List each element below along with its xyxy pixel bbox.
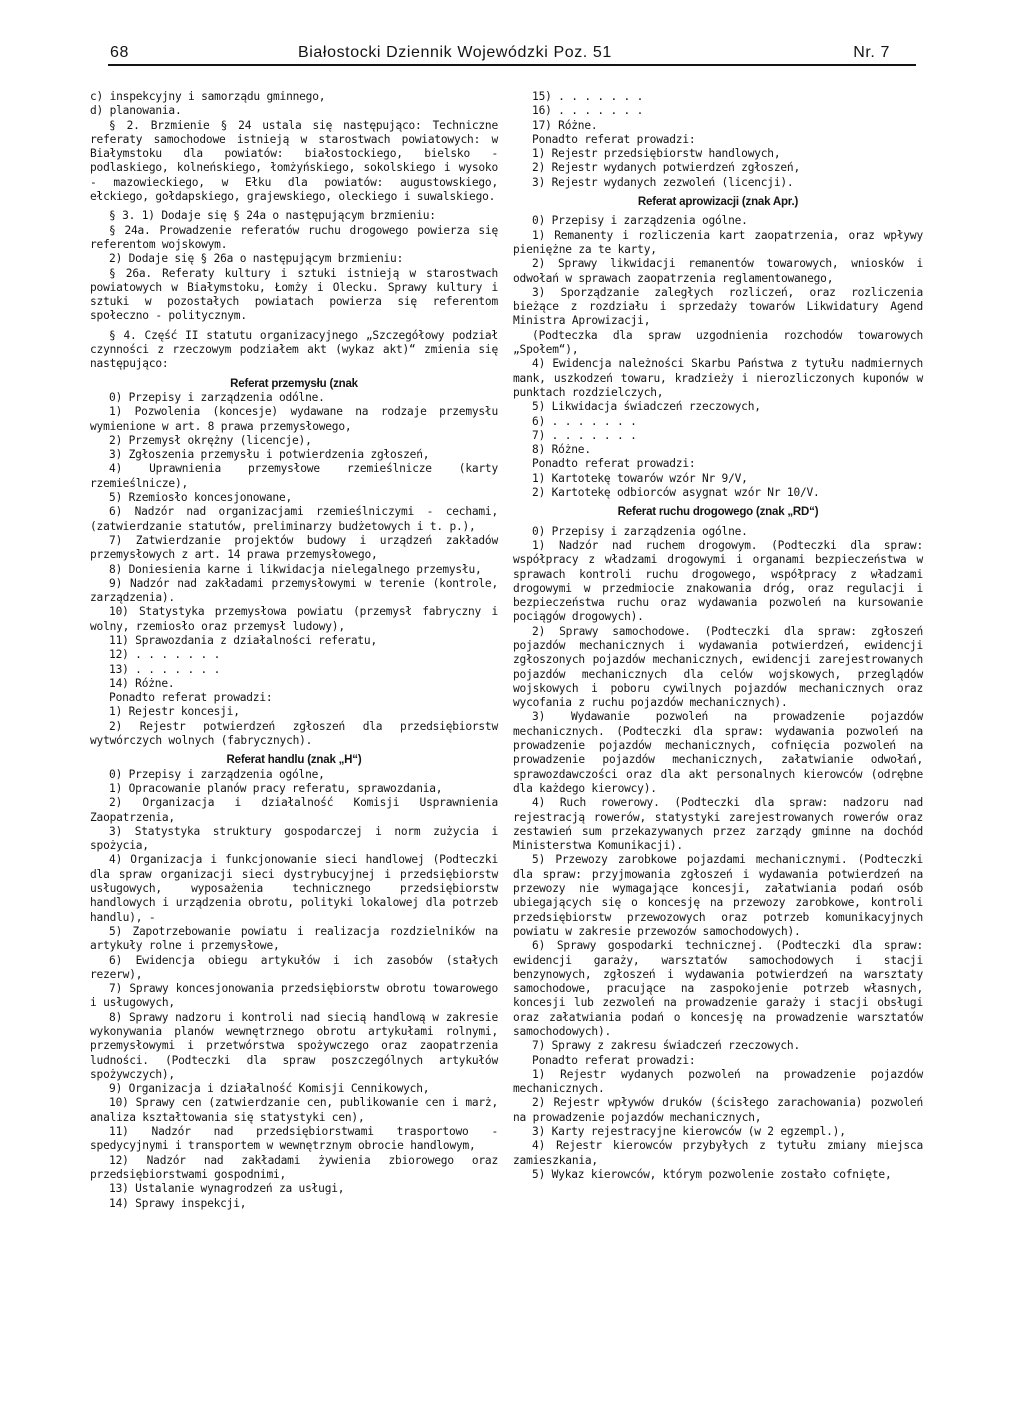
paragraph: 0) Przepisy i zarządzenia odólne. [109, 390, 325, 404]
paragraph: 6) Sprawy gospodarki technicznej. (Podteczki dla spraw: ewidencji garaży, warsztatów samochodowych i stacji benzynowych, zgłoszeń i wydawania potwierdzeń na warsztaty samochodowe, pracujące na zaspokojenie potrzeb własnych, koncesji lub zezwoleń na prowadzenie garaży i stacji obsługi oraz załatwiania podań o koncesję na prowadzenie warsztatów samochodowych). [513, 939, 923, 1038]
paragraph: 6) Nadzór nad organizacjami rzemieślniczymi - cechami, (zatwierdzanie statutów, preliminarzy budżetowych i t. p.), [90, 505, 498, 533]
issue-number: Nr. 7 [853, 44, 890, 61]
paragraph: 13) . . . . . . . [109, 662, 221, 676]
paragraph: 10) Statystyka przemysłowa powiatu (przemysł fabryczny i wolny, rzemiosło oraz przemysł ludowy), [90, 605, 498, 633]
paragraph: 1) Remanenty i rozliczenia kart zaopatrzenia, oraz wpływy pieniężne za te karty, [513, 228, 923, 256]
paragraph: 6) Ewidencja obiegu artykułów i ich zasobów (stałych rezerw), [90, 953, 498, 981]
paragraph: 1) Rejestr przedsiębiorstw handlowych, [532, 147, 781, 161]
paragraph: 0) Przepisy i zarządzenia ogólne. [532, 524, 748, 538]
section-heading: Referat aprowizacji (znak Apr.) [637, 196, 799, 209]
paragraph: 3) Rejestr wydanych zezwoleń (licencji). [532, 175, 794, 189]
paragraph: 5) Rzemiosło koncesjonowane, [109, 491, 293, 505]
paragraph: 2) Sprawy likwidacji remanentów towarowych, wniosków i odwołań w sprawach zaopatrzenia reglamentowanego, [513, 257, 923, 285]
paragraph: Ponadto referat prowadzi: [532, 457, 696, 471]
journal-title: Białostocki Dziennik Wojewódzki Poz. 51 [298, 44, 612, 61]
paragraph: 8) Sprawy nadzoru i kontroli nad siecią handlową w zakresie wykonywania planów wewnętrznego obrotu artykułami rolnymi, przemysłowymi i przetwórstwa spożywczego oraz zaopatrzenia ludności. (Podteczki dla spraw poszczególnych artykułów spożywczych), [90, 1010, 498, 1081]
paragraph: c) inspekcyjny i samorządu gminnego, [90, 90, 326, 103]
paragraph: 2) Rejestr wydanych potwierdzeń zgłoszeń, [532, 161, 800, 175]
paragraph: Ponadto referat prowadzi: [109, 691, 273, 705]
paragraph: 14) Różne. [109, 676, 175, 690]
paragraph: 1) Opracowanie planów pracy referatu, sprawozdania, [109, 781, 443, 795]
paragraph: 2) Przemysł okrężny (licencje), [109, 433, 312, 447]
paragraph: 9) Nadzór nad zakładami przemysłowymi w terenie (kontrole, zarządzenia). [90, 576, 498, 605]
header-rule [108, 64, 916, 66]
paragraph: Ponadto referat prowadzi: [532, 1053, 696, 1067]
paragraph: 15) . . . . . . . [532, 90, 644, 103]
paragraph: 3) Karty rejestracyjne kierowców (w 2 egzempl.), [532, 1125, 846, 1139]
paragraph: § 4. Część II statutu organizacyjnego „Szczegółowy podział czynności z rzeczowym podziałem akt (wykaz akt)“ zmienia się następująco: [90, 328, 498, 371]
paragraph: 12) . . . . . . . [109, 648, 221, 662]
paragraph: 4) Rejestr kierowców przybyłych z tytułu zmiany miejsca zamieszkania, [513, 1139, 923, 1167]
paragraph: 8) Różne. [532, 443, 591, 457]
paragraph: 10) Sprawy cen (zatwierdzanie cen, publikowanie cen i marż, analiza kształtowania się statystyki cen), [90, 1096, 498, 1124]
paragraph: § 3. 1) Dodaje się § 24a o następującym brzmieniu: [109, 209, 436, 223]
paragraph: 8) Doniesienia karne i likwidacja nielegalnego przemysłu, [109, 562, 482, 576]
paragraph: 2) Organizacja i działalność Komisji Usprawnienia Zaopatrzenia, [90, 796, 498, 824]
paragraph: 4) Ruch rowerowy. (Podteczki dla spraw: nadzoru nad rejestracją rowerów, statystyki zarejestrowanych rowerów oraz zestawień sum przekazywanych przez zarządy gminne na dochód Ministerstwa Komunikacji). [513, 796, 923, 853]
paragraph: 16) . . . . . . . [532, 104, 644, 118]
paragraph: 3) Sporządzanie zaległych rozliczeń, oraz rozliczenia bieżące z rozdziału i sprzedaży towarów Likwidatury Agend Ministra Aprowizacji, [513, 285, 923, 328]
paragraph: 12) Nadzór nad zakładami żywienia zbiorowego oraz przedsiębiorstwami gospodnimi, [90, 1153, 498, 1181]
paragraph: § 26a. Referaty kultury i sztuki istnieją w starostwach powiatowych w Białymstoku, Łomży i Olecku. Sprawy kultury i sztuki w pozostałych powiatach powierza się referentom społeczno - politycznym. [90, 266, 498, 323]
paragraph: 0) Przepisy i zarządzenia ogólne. [532, 214, 748, 228]
paragraph: 4) Ewidencja należności Skarbu Państwa z tytułu nadmiernych mank, uszkodzeń towaru, kradzieży i nierozliczonych kuponów w punktach rozdzielczych, [513, 357, 923, 399]
section-heading: Referat przemysłu (znak [230, 377, 358, 390]
paragraph: 1) Rejestr koncesji, [109, 705, 240, 719]
paragraph: 17) Różne. [532, 118, 598, 132]
paragraph: 4) Organizacja i funkcjonowanie sieci handlowej (Podteczki dla spraw organizacji sieci dystrybucyjnej i przedsiębiorstw usługowych, wyposażenia technicznego przedsiębiorstw handlowych i urządzenia obrotu, polityki lokalowej dla potrzeb handlu), - [90, 853, 498, 924]
section-heading: Referat handlu (znak „H“) [226, 754, 362, 767]
paragraph: 3) Wydawanie pozwoleń na prowadzenie pojazdów mechanicznych. (Podteczki dla spraw: wydawania pozwoleń na prowadzenie pojazdów mechanicznych, cofnięcia pozwoleń na prowadzenie pojazdów mechanicznych, załatwianie odwołań, sprawozdawczości oraz dla akt personalnych kierowców (odrębne dla każdego kierowcy). [513, 710, 923, 795]
paragraph: 0) Przepisy i zarządzenia ogólne, [109, 767, 325, 781]
paragraph: 1) Rejestr wydanych pozwoleń na prowadzenie pojazdów mechanicznych. [513, 1067, 923, 1096]
paragraph: § 24a. Prowadzenie referatów ruchu drogowego powierza się referentom wojskowym. [90, 223, 498, 251]
paragraph: 3) Zgłoszenia przemysłu i potwierdzenia zgłoszeń, [109, 448, 430, 462]
paragraph: 4) Uprawnienia przemysłowe rzemieślnicze (karty rzemieślnicze), [90, 462, 498, 490]
paragraph: 5) Zapotrzebowanie powiatu i realizacja rozdzielników na artykuły rolne i przemysłowe, [90, 924, 498, 953]
paragraph: 6) . . . . . . . [532, 414, 637, 428]
right-column [513, 90, 923, 1182]
paragraph: 5) Przewozy zarobkowe pojazdami mechanicznymi. (Podteczki dla spraw: przyjmowania zgłoszeń i wydawania potwierdzeń na przewozy nie wymagające koncesji, załatwiania podań osób ubiegających się o koncesję na przewozy zarobkowe, kontroli przedsiębiorstw przewozowych oraz potrzeb komunikacyjnych powiatu w zakresie przewozów samochodowych). [513, 853, 923, 938]
paragraph: 2) Kartotekę odbiorców asygnat wzór Nr 10/V. [532, 486, 820, 500]
paragraph: 7) . . . . . . . [532, 428, 637, 442]
paragraph: d) planowania. [90, 104, 182, 118]
paragraph: 1) Nadzór nad ruchem drogowym. (Podteczki dla spraw: współpracy z władzami drogowymi i organami bezpieczeństwa w sprawach kontroli ruchu drogowego, współpracy z władzami drogowymi w przedmiocie znakowania dróg, oraz regulacji i bezpieczeństwa ruchu oraz wydawania pozwoleń na kursowanie pociągów drogowych). [513, 538, 923, 624]
paragraph: 2) Sprawy samochodowe. (Podteczki dla spraw: zgłoszeń pojazdów mechanicznych i wydawania potwierdzeń, ewidencji zgłoszonych pojazdów mechanicznych, ewidencji zarejestrowanych pojazdów mechanicznych dla celów wojskowych, przeglądów wojskowych i poboru cywilnych pojazdów mechanicznych oraz wycofania z ruchu pojazdów mechanicznych). [513, 624, 923, 710]
paragraph: 13) Ustalanie wynagrodzeń za usługi, [109, 1182, 345, 1196]
paragraph: 7) Sprawy koncesjonowania przedsiębiorstw obrotu towarowego i usługowych, [90, 982, 498, 1010]
paragraph: § 2. Brzmienie § 24 ustala się następująco: Techniczne referaty samochodowe istnieją w starostwach powiatowych: w Białymstoku dla powiatów: białostockiego, bielsko - podlaskiego, kolneńskiego, łomżyńskiego, sokolskiego i wysoko - mazowieckiego, w Ełku dla powiatów: augustowskiego, ełckiego, gołdapskiego, grajewskiego, oleckiego i suwalskiego. [90, 118, 498, 204]
paragraph: 1) Kartotekę towarów wzór Nr 9/V, [532, 471, 748, 485]
paragraph: 11) Sprawozdania z działalności referatu, [109, 633, 377, 647]
paragraph: 2) Rejestr wpływów druków (ścisłego zarachowania) pozwoleń na prowadzenie pojazdów mechanicznych, [513, 1096, 923, 1124]
paragraph: 2) Dodaje się § 26a o następującym brzmieniu: [109, 252, 404, 266]
paragraph: (Podteczka dla spraw uzgodnienia rozchodów towarowych „Społem“), [513, 328, 923, 357]
paragraph: 14) Sprawy inspekcji, [109, 1196, 247, 1210]
page-header [108, 44, 890, 66]
paragraph: Ponadto referat prowadzi: [532, 132, 696, 146]
paragraph: 3) Statystyka struktury gospodarczej i norm zużycia i spożycia, [90, 824, 498, 853]
paragraph: 7) Zatwierdzanie projektów budowy i urządzeń zakładów przemysłowych z art. 14 prawa przemysłowego, [90, 533, 498, 562]
paragraph: 1) Pozwolenia (koncesje) wydawane na rodzaje przemysłu wymienione w art. 8 prawa przemysłowego, [90, 405, 498, 433]
paragraph: 7) Sprawy z zakresu świadczeń rzeczowych. [532, 1039, 800, 1053]
section-heading: Referat ruchu drogowego (znak „RD“) [617, 506, 819, 519]
paragraph: 5) Likwidacja świadczeń rzeczowych, [532, 400, 761, 414]
left-column [90, 90, 498, 1211]
paragraph: 11) Nadzór nad przedsiębiorstwami trasportowo - spedycyjnymi i transportem w wewnętrznym obrocie handlowym, [90, 1125, 498, 1153]
paragraph: 2) Rejestr potwierdzeń zgłoszeń dla przedsiębiorstw wytwórczych wolnych (fabrycznych). [90, 719, 498, 748]
paragraph: 5) Wykaz kierowców, którym pozwolenie zostało cofnięte, [532, 1167, 892, 1181]
page-number: 68 [110, 44, 129, 61]
paragraph: 9) Organizacja i działalność Komisji Cennikowych, [109, 1082, 430, 1096]
